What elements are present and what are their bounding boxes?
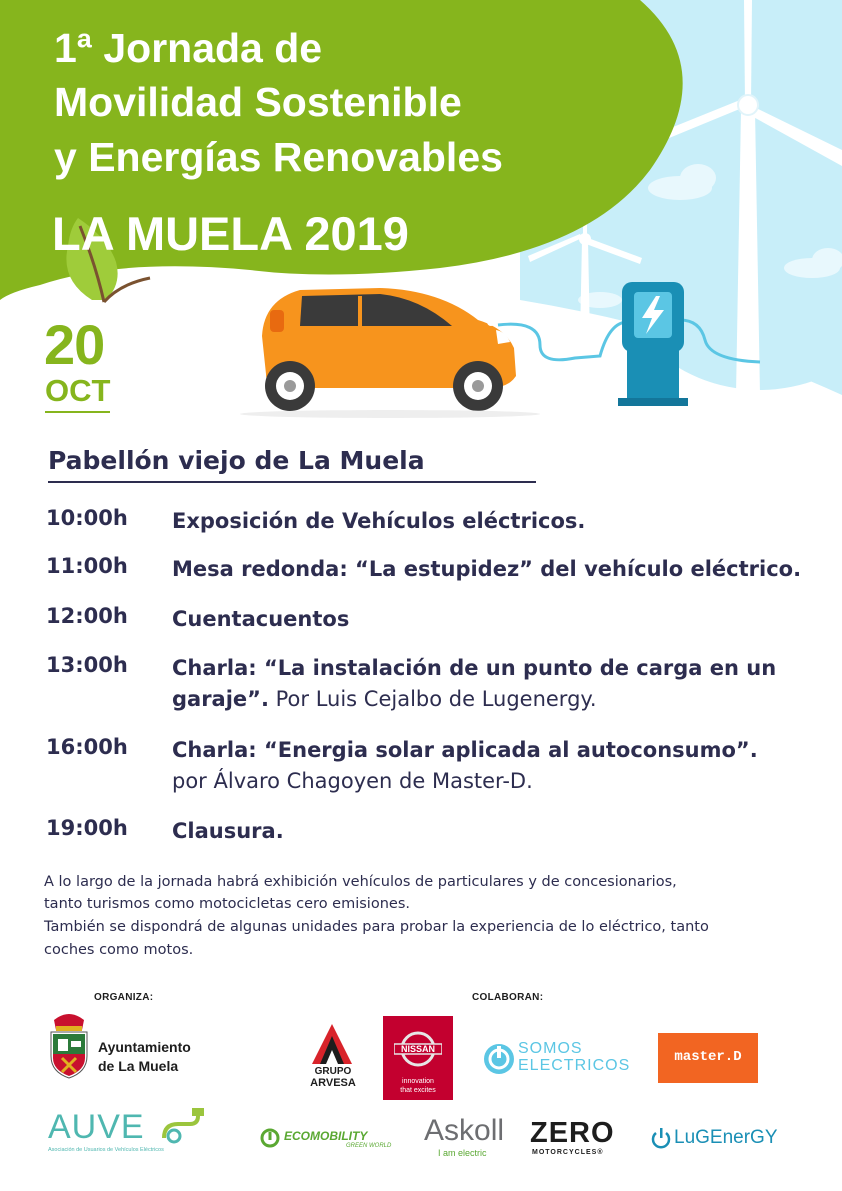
schedule-desc	[172, 604, 812, 635]
schedule-title: Clausura.	[172, 819, 284, 843]
auve-logo	[48, 1108, 208, 1158]
askoll-sub: I am electric	[438, 1148, 487, 1158]
coat-of-arms-icon	[48, 1010, 90, 1086]
masterd-logo	[658, 1033, 758, 1083]
schedule-speaker: por Álvaro Chagoyen de Master-D.	[172, 769, 533, 793]
organiza-heading: ORGANIZA:	[94, 992, 154, 1003]
date-day: 20	[44, 313, 105, 376]
zero-name: ZERO	[530, 1117, 615, 1149]
schedule-time: 11:00h	[46, 554, 128, 578]
ayuntamiento-line: Ayuntamiento	[98, 1039, 191, 1055]
schedule-title: Cuentacuentos	[172, 607, 350, 631]
note-line: A lo largo de la jornada habrá exhibición vehículos de particulares y de concesionarios,	[44, 874, 677, 890]
schedule-time: 19:00h	[46, 816, 128, 840]
somos-line: ELECTRICOS	[518, 1057, 631, 1074]
power-icon	[482, 1042, 516, 1076]
arvesa-line: ARVESA	[310, 1077, 356, 1089]
ayuntamiento-line: de La Muela	[98, 1058, 179, 1074]
ayuntamiento-name	[98, 1038, 191, 1076]
power-icon	[650, 1127, 672, 1149]
somos-electricos-logo	[482, 1040, 632, 1080]
schedule-desc	[172, 816, 812, 847]
lugenergy-logo	[650, 1126, 800, 1152]
schedule-title: Charla: “Energia solar aplicada al autoconsumo”.	[172, 738, 758, 762]
schedule-time: 10:00h	[46, 506, 128, 530]
schedule-desc	[172, 506, 812, 537]
nissan-name: NISSAN	[400, 1044, 435, 1054]
date-month: OCT	[45, 373, 110, 413]
arvesa-logo	[296, 1024, 370, 1090]
ecomobility-name: ECOMOBILITY	[284, 1129, 368, 1143]
askoll-logo	[424, 1114, 518, 1160]
note-line: tanto turismos como motocicletas cero emisiones.	[44, 896, 410, 912]
schedule-title: Exposición de Vehículos eléctricos.	[172, 509, 586, 533]
zero-logo	[530, 1117, 630, 1157]
schedule-title: Mesa redonda: “La estupidez” del vehículo eléctrico.	[172, 557, 802, 581]
schedule-speaker: Por Luis Cejalbo de Lugenergy.	[268, 687, 597, 711]
schedule-time: 13:00h	[46, 653, 128, 677]
nissan-logo	[383, 1016, 453, 1100]
nissan-tagline: that excites	[400, 1087, 436, 1094]
nissan-tagline: innovation	[402, 1078, 434, 1085]
note-line: coches como motos.	[44, 942, 194, 958]
title-line-3: y Energías Renovables	[54, 134, 503, 180]
zero-sub: MOTORCYCLES®	[532, 1149, 604, 1156]
arvesa-icon	[312, 1024, 352, 1064]
venue: Pabellón viejo de La Muela	[48, 446, 425, 475]
plug-icon	[160, 1108, 204, 1144]
charger-icon	[618, 282, 688, 406]
arvesa-line: GRUPO	[314, 1066, 352, 1077]
askoll-name: Askoll	[424, 1114, 505, 1147]
ecomobility-sub: GREEN WORLD	[346, 1143, 392, 1149]
masterd-name: master.D	[674, 1049, 742, 1065]
schedule-desc	[172, 735, 812, 797]
schedule-title: Charla: “La instalación de un punto de carga en un garaje”.	[172, 656, 777, 711]
schedule-desc	[172, 653, 812, 715]
schedule-time: 12:00h	[46, 604, 128, 628]
eco-icon	[260, 1128, 280, 1148]
title-line-1: 1ª Jornada de	[54, 25, 323, 71]
note-line: También se dispondrá de algunas unidades para probar la experiencia de lo eléctrico, tanto	[44, 919, 709, 935]
lugenergy-name: LuGEnerGY	[674, 1127, 778, 1148]
colaboran-heading: COLABORAN:	[472, 992, 544, 1003]
schedule-time: 16:00h	[46, 735, 128, 759]
event-title: LA MUELA 2019	[52, 207, 409, 260]
somos-line: SOMOS	[518, 1040, 583, 1057]
auve-subtitle: Asociación de Usuarios de Vehículos Eléctricos	[48, 1147, 164, 1153]
title-line-2: Movilidad Sostenible	[54, 79, 462, 125]
venue-underline	[48, 481, 536, 483]
ecomobility-logo	[260, 1126, 402, 1152]
schedule-desc	[172, 554, 812, 585]
auve-name: AUVE	[48, 1108, 145, 1146]
car-icon	[240, 288, 540, 418]
